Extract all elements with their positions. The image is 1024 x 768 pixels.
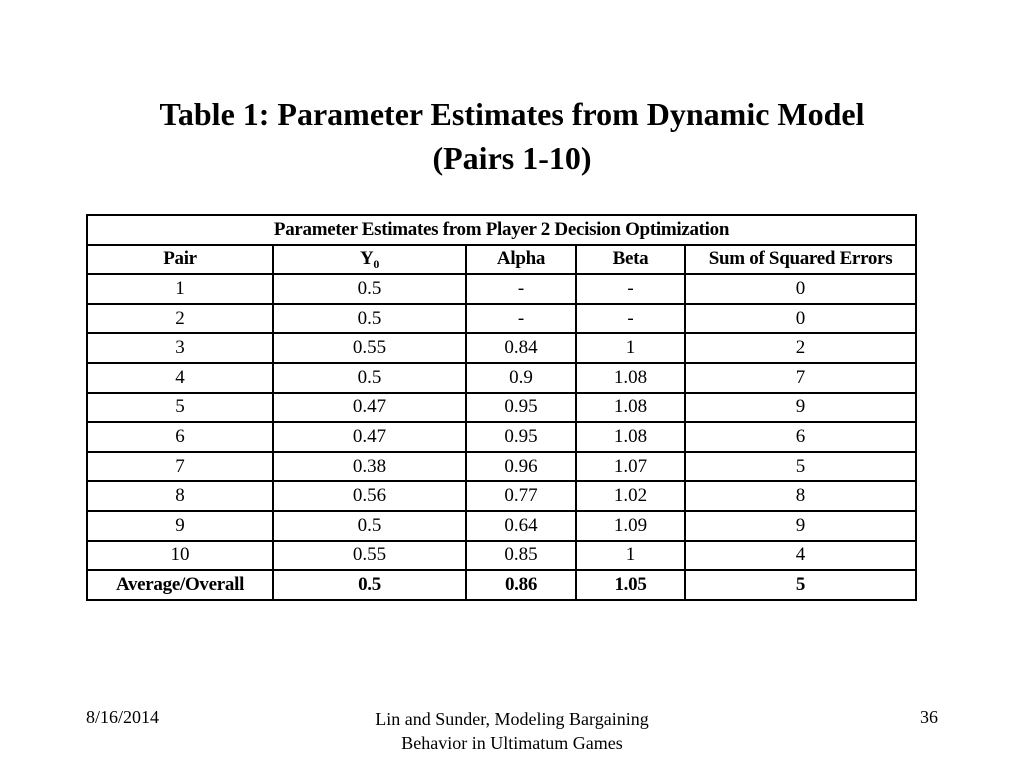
cell-alpha: 0.85 xyxy=(466,541,576,571)
cell-pair: 9 xyxy=(87,511,273,541)
slide-title xyxy=(0,92,1024,180)
footer-citation-line-2: Behavior in Ultimatum Games xyxy=(401,733,623,753)
cell-pair: 4 xyxy=(87,363,273,393)
cell-pair: 8 xyxy=(87,481,273,511)
cell-beta: 1.08 xyxy=(576,393,685,423)
cell-alpha: 0.96 xyxy=(466,452,576,482)
column-header-pair: Pair xyxy=(87,245,273,275)
cell-summary-label: Average/Overall xyxy=(87,570,273,600)
cell-beta: 1.02 xyxy=(576,481,685,511)
cell-sse: 7 xyxy=(685,363,916,393)
cell-beta: 1.08 xyxy=(576,363,685,393)
cell-y0: 0.38 xyxy=(273,452,466,482)
cell-pair: 10 xyxy=(87,541,273,571)
cell-beta: 1 xyxy=(576,333,685,363)
cell-y0: 0.55 xyxy=(273,333,466,363)
table-row xyxy=(87,541,916,571)
cell-y0: 0.5 xyxy=(273,304,466,334)
cell-pair: 7 xyxy=(87,452,273,482)
column-header-y0-main: Y xyxy=(359,248,374,270)
cell-pair: 3 xyxy=(87,333,273,363)
footer-citation-line-1: Lin and Sunder, Modeling Bargaining xyxy=(375,709,649,729)
cell-pair: 5 xyxy=(87,393,273,423)
cell-y0: 0.5 xyxy=(273,511,466,541)
table-row xyxy=(87,304,916,334)
footer-citation xyxy=(312,707,712,755)
cell-alpha: 0.77 xyxy=(466,481,576,511)
table-row xyxy=(87,393,916,423)
table-row xyxy=(87,452,916,482)
table-header-row xyxy=(87,245,916,275)
cell-y0: 0.56 xyxy=(273,481,466,511)
cell-summary-alpha: 0.86 xyxy=(466,570,576,600)
cell-y0: 0.5 xyxy=(273,363,466,393)
cell-pair: 1 xyxy=(87,274,273,304)
cell-beta: 1.09 xyxy=(576,511,685,541)
table-caption: Parameter Estimates from Player 2 Decision Optimization xyxy=(87,215,916,245)
table-summary-row xyxy=(87,570,916,600)
footer-date: 8/16/2014 xyxy=(86,707,160,727)
parameter-estimates-table xyxy=(86,214,917,601)
cell-sse: 2 xyxy=(685,333,916,363)
cell-beta: - xyxy=(576,304,685,334)
cell-beta: - xyxy=(576,274,685,304)
cell-sse: 8 xyxy=(685,481,916,511)
slide-title-line-1: Table 1: Parameter Estimates from Dynamic Model xyxy=(159,96,865,132)
cell-y0: 0.55 xyxy=(273,541,466,571)
cell-alpha: 0.95 xyxy=(466,393,576,423)
cell-y0: 0.47 xyxy=(273,422,466,452)
footer-page-number: 36 xyxy=(920,707,938,727)
cell-sse: 9 xyxy=(685,511,916,541)
cell-sse: 5 xyxy=(685,452,916,482)
cell-pair: 6 xyxy=(87,422,273,452)
cell-beta: 1.08 xyxy=(576,422,685,452)
cell-summary-y0: 0.5 xyxy=(273,570,466,600)
cell-beta: 1 xyxy=(576,541,685,571)
cell-sse: 4 xyxy=(685,541,916,571)
table-row xyxy=(87,481,916,511)
cell-y0: 0.47 xyxy=(273,393,466,423)
cell-summary-beta: 1.05 xyxy=(576,570,685,600)
table-row xyxy=(87,274,916,304)
cell-sse: 9 xyxy=(685,393,916,423)
cell-summary-sse: 5 xyxy=(685,570,916,600)
table-row xyxy=(87,333,916,363)
cell-alpha: - xyxy=(466,274,576,304)
cell-pair: 2 xyxy=(87,304,273,334)
cell-y0: 0.5 xyxy=(273,274,466,304)
column-header-y0 xyxy=(273,245,466,275)
cell-alpha: - xyxy=(466,304,576,334)
table-row xyxy=(87,363,916,393)
cell-alpha: 0.84 xyxy=(466,333,576,363)
cell-alpha: 0.64 xyxy=(466,511,576,541)
table-row xyxy=(87,511,916,541)
cell-alpha: 0.9 xyxy=(466,363,576,393)
column-header-beta: Beta xyxy=(576,245,685,275)
cell-sse: 6 xyxy=(685,422,916,452)
column-header-sse: Sum of Squared Errors xyxy=(685,245,916,275)
column-header-alpha: Alpha xyxy=(466,245,576,275)
column-header-y0-subscript: 0 xyxy=(373,257,380,272)
table-row xyxy=(87,422,916,452)
slide-title-line-2: (Pairs 1-10) xyxy=(432,140,592,176)
cell-beta: 1.07 xyxy=(576,452,685,482)
cell-alpha: 0.95 xyxy=(466,422,576,452)
cell-sse: 0 xyxy=(685,304,916,334)
table-caption-row xyxy=(87,215,916,245)
cell-sse: 0 xyxy=(685,274,916,304)
